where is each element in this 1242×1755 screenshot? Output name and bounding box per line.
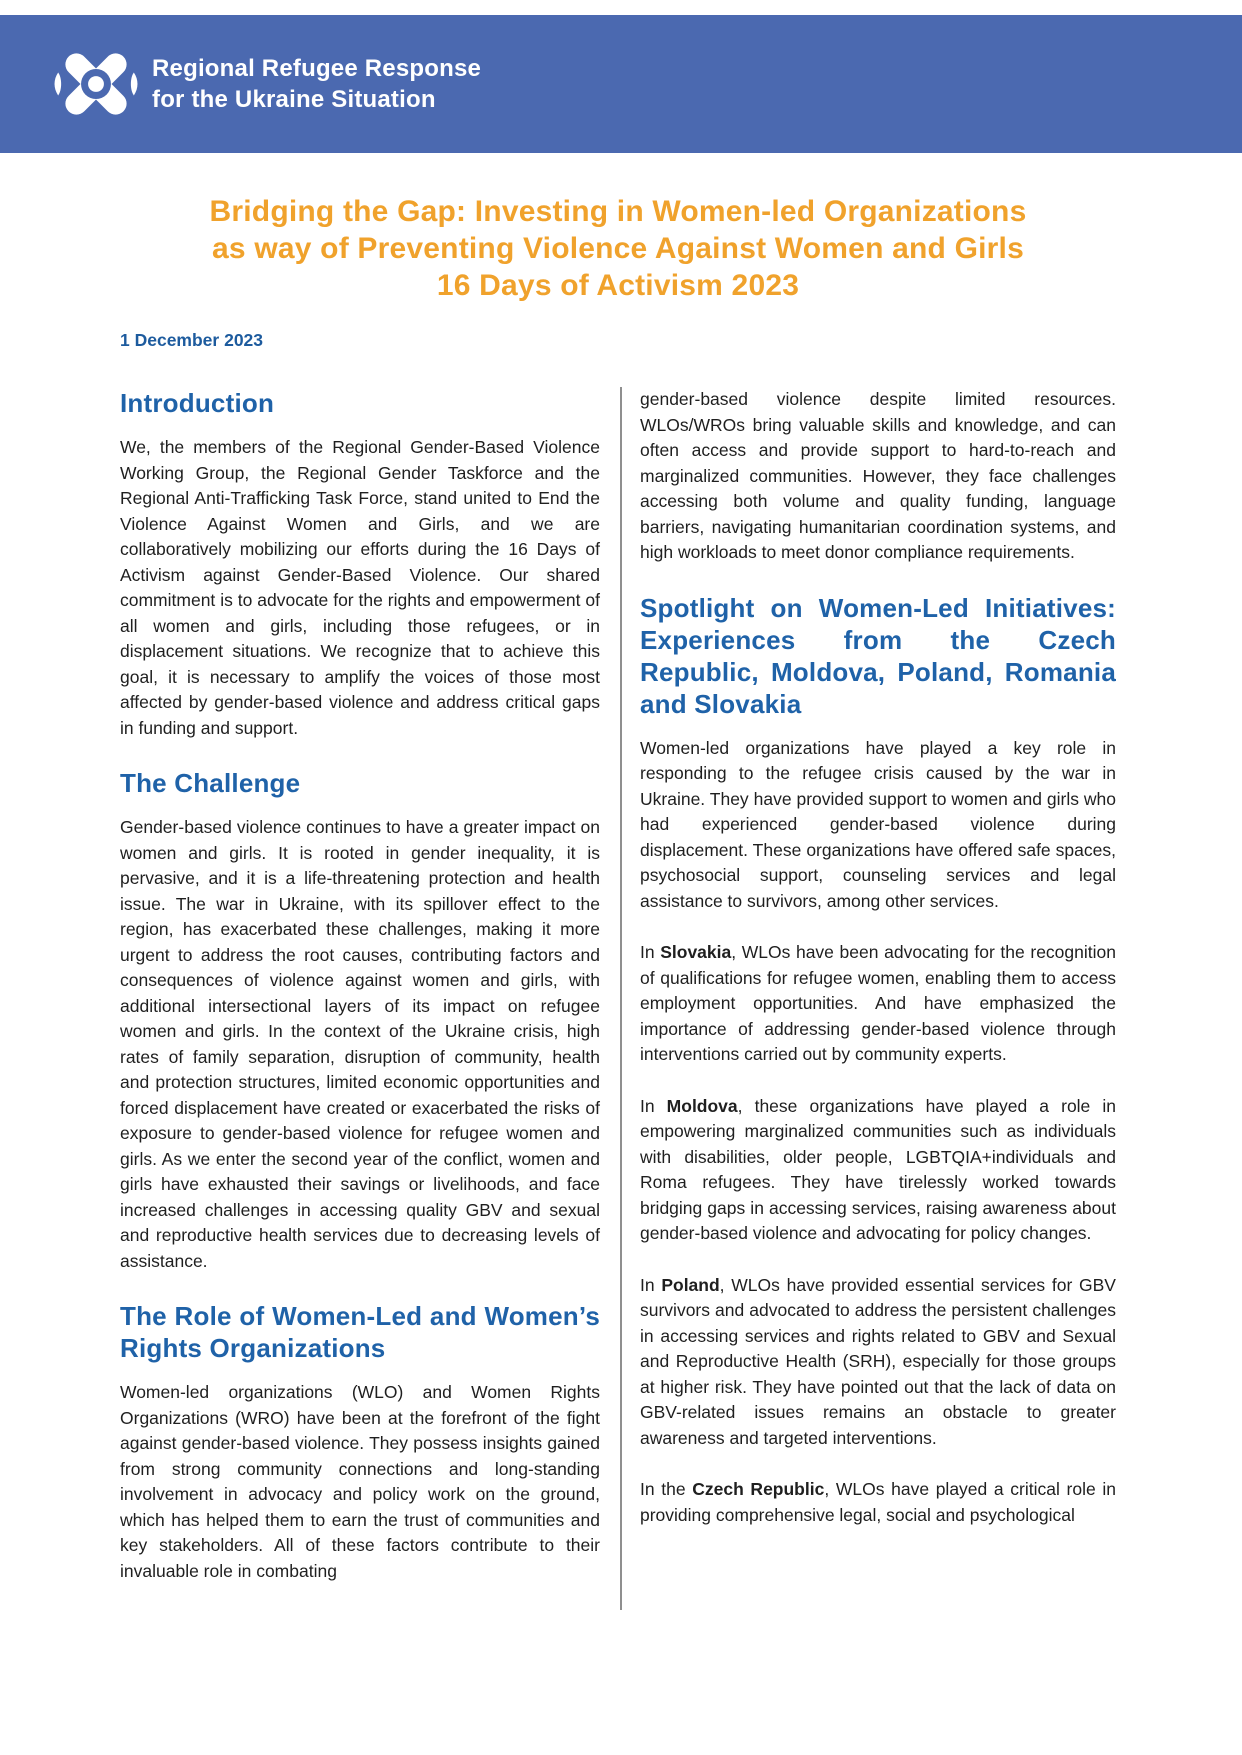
org-name-line2: for the Ukraine Situation	[152, 86, 436, 113]
heading-role-of-women-led-organizations: The Role of Women-Led and Women’s Rights Organizations	[120, 1301, 600, 1363]
org-name	[152, 53, 481, 115]
czech-country-bold: Czech Republic	[692, 1479, 825, 1499]
slovakia-rest: , WLOs have been advocating for the recognition of qualifications for refugee women, enabling them to access employment opportunities. And have emphasized the importance of addressing gender-based violence through interventions carried out by community experts.	[640, 942, 1116, 1064]
czech-pre: In the	[640, 1479, 693, 1499]
left-column	[120, 387, 600, 1610]
title-line-1: Bridging the Gap: Investing in Women-led Organizations	[209, 195, 1027, 228]
paragraph-slovakia	[640, 940, 1116, 1068]
poland-country-bold: Poland	[661, 1274, 720, 1295]
document-title	[120, 193, 1116, 304]
heading-the-challenge: The Challenge	[120, 768, 301, 798]
paragraph-introduction: We, the members of the Regional Gender-Based Violence Working Group, the Regional Gender Taskforce and the Regional Anti-Trafficking Task Force, stand united to End the Violence Against Women and Girls, and we are collaboratively mobilizing our efforts during the 16 Days of Activism against Gender-Based Violence. Our shared commitment is to advocate for the rights and empowerment of all women and girls, including those refugees, or in displacement situations. We recognize that to achieve this goal, it is necessary to amplify the voices of those most affected by gender-based violence and address critical gaps in funding and support.	[120, 437, 600, 738]
org-name-line1: Regional Refugee Response	[152, 55, 482, 82]
paragraph-role-continued: gender-based violence despite limited resources. WLOs/WROs bring valuable skills and knowledge, and can often access and provide support to hard-to-reach and marginalized communities. However, they face challenges accessing both volume and quality funding, language barriers, navigating humanitarian coordination systems, and high workloads to meet donor compliance requirements.	[640, 389, 1116, 562]
two-column-layout	[120, 387, 1116, 1610]
poland-rest: , WLOs have provided essential services for GBV survivors and advocated to address the persistent challenges in accessing services and rights related to GBV and Sexual and Reproductive Health (SRH), especially for those groups at higher risk. They have pointed out that the lack of data on GBV-related issues remains an obstacle to greater awareness and targeted interventions.	[640, 1274, 1116, 1448]
czech-rest: , WLOs have played a critical role in providing comprehensive legal, social and psychological	[640, 1479, 1116, 1525]
slovakia-pre: In	[640, 942, 661, 962]
slovakia-country-bold: Slovakia	[660, 942, 732, 962]
paragraph-poland	[640, 1273, 1116, 1452]
moldova-rest: , these organizations have played a role in empowering marginalized communities such as individuals with disabilities, older people, LGBTQIA+individuals and Roma refugees. They have tirelessly worked towards bridging gaps in accessing services, raising awareness about gender-based violence and advocating for policy changes.	[640, 1095, 1116, 1243]
rrr-logo-icon	[52, 40, 140, 128]
moldova-pre: In	[640, 1095, 667, 1116]
paragraph-role-of-women-led-organizations: Women-led organizations (WLO) and Women Rights Organizations (WRO) have been at the forefront of the fight against gender-based violence. They possess insights gained from strong community connections and long-standing involvement in advocacy and policy work on the ground, which has helped them to earn the trust of communities and key stakeholders. All of these factors contribute to their invaluable role in combating	[120, 1382, 600, 1581]
header-banner	[0, 15, 1242, 153]
document-content	[0, 193, 1242, 1610]
title-line-3: 16 Days of Activism 2023	[436, 269, 800, 302]
heading-introduction: Introduction	[120, 388, 275, 418]
paragraph-czech-republic	[640, 1477, 1116, 1528]
heading-spotlight: Spotlight on Women-Led Initiatives: Experiences from the Czech Republic, Moldova, Poland, Romania and Slovakia	[640, 592, 1116, 719]
paragraph-the-challenge: Gender-based violence continues to have a greater impact on women and girls. It is rooted in gender inequality, it is pervasive, and it is a life-threatening protection and health issue. The war in Ukraine, with its spillover effect to the region, has exacerbated these challenges, making it more urgent to address the root causes, contributing factors and consequences of violence against women and girls, with additional intersectional layers of its impact on refugee women and girls. In the context of the Ukraine crisis, high rates of family separation, disruption of community, health and protection structures, limited economic opportunities and forced displacement have created or exacerbated the risks of exposure to gender-based violence for refugee women and girls. As we enter the second year of the conflict, women and girls have exhausted their savings or livelihoods, and face increased challenges in accessing quality GBV and sexual and reproductive health services due to decreasing levels of assistance.	[120, 817, 600, 1271]
title-line-2: as way of Preventing Violence Against Women and Girls	[212, 232, 1024, 265]
right-column	[620, 387, 1116, 1610]
paragraph-moldova	[640, 1094, 1116, 1247]
poland-pre: In	[640, 1274, 662, 1295]
document-date: 1 December 2023	[120, 330, 264, 350]
paragraph-spotlight-intro: Women-led organizations have played a key role in responding to the refugee crisis caused by the war in Ukraine. They have provided support to women and girls who had experienced gender-based violence during displacement. These organizations have offered safe spaces, psychosocial support, counseling services and legal assistance to survivors, among other services.	[640, 737, 1116, 911]
top-margin-strip	[0, 0, 1242, 15]
moldova-country-bold: Moldova	[666, 1095, 738, 1116]
